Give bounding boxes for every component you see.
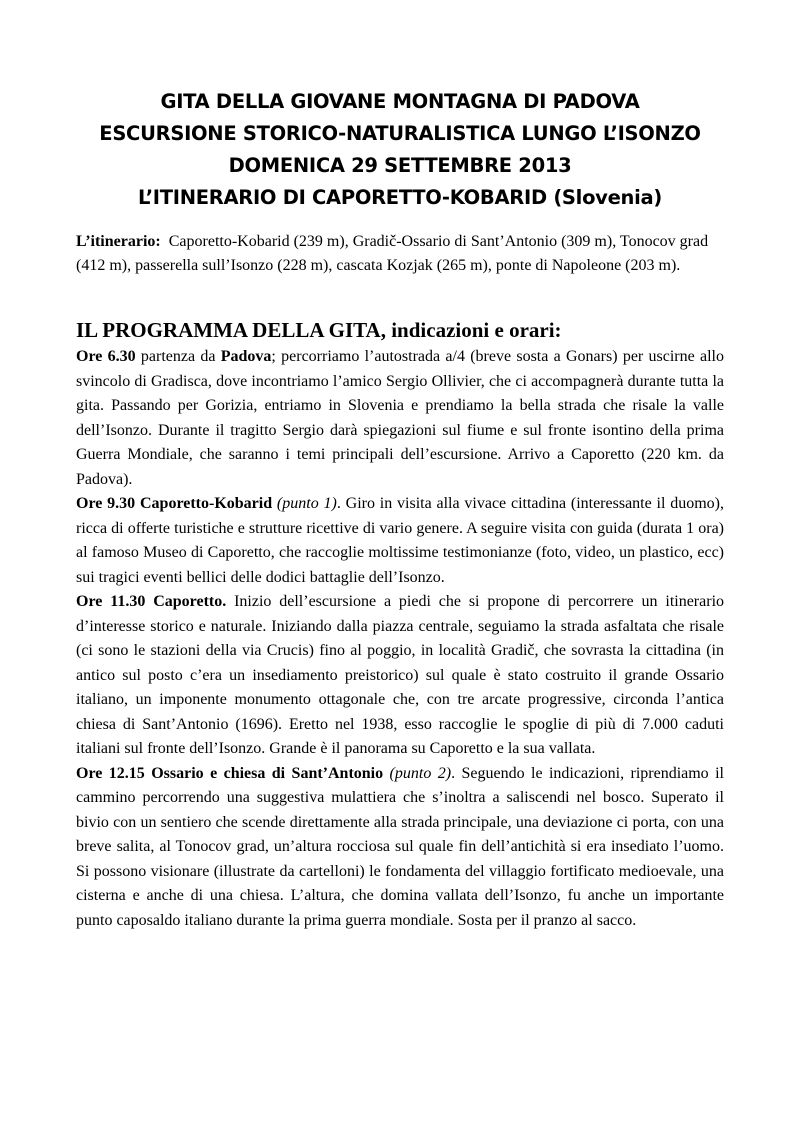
entry-time: Ore 6.30: [76, 348, 136, 365]
program-heading: IL PROGRAMMA DELLA GITA, indicazioni e orari:: [76, 318, 562, 342]
title-line-excursion: ESCURSIONE STORICO-NATURALISTICA LUNGO L’ISONZO: [99, 122, 701, 145]
entry-place: Caporetto-Kobarid: [139, 495, 273, 512]
program-entry-0630: [76, 345, 724, 492]
itinerary-label: L’itinerario:: [76, 233, 161, 250]
entry-place: Padova: [220, 348, 272, 365]
entry-time: Ore 11.30: [76, 593, 146, 610]
entry-point-ref: (punto 2): [383, 764, 452, 782]
program-entry-1130: [76, 590, 724, 762]
entry-time: Ore 12.15: [76, 764, 145, 782]
program-body: [76, 345, 724, 933]
entry-text: ; percorriamo l’autostrada a/4 (breve sosta a Gonars) per uscirne allo svincolo di Gradisca, dove incontriamo l’amico Sergio Ollivier, che ci accompagnerà durante tutta la gita. Passando per Gorizia, entriamo in Slovenia e prendiamo la bella strada che risale la valle dell’Isonzo. Durante il tragitto Sergio darà spiegazioni sul fiume e sul fronte isontino della prima Guerra Mondiale, che saranno i temi principali dell’escursione. Arrivo a Caporetto (220 km. da Padova).: [76, 348, 724, 488]
program-entry-0930: [76, 492, 724, 590]
entry-time: Ore 9.30: [76, 495, 136, 512]
entry-pre: partenza da: [135, 348, 221, 365]
document-title: [60, 86, 740, 214]
itinerary-text: Caporetto-Kobarid (239 m), Gradič-Ossario di Sant’Antonio (309 m), Tonocov grad (412 m), passerella sull’Isonzo (228 m), cascata Kozjak (265 m), ponte di Napoleone (203 m).: [76, 233, 709, 274]
entry-point-ref: (punto 1): [272, 495, 337, 512]
entry-place: Caporetto.: [153, 593, 227, 610]
entry-place: Ossario e chiesa di Sant’Antonio: [151, 764, 384, 782]
title-line-itinerary: L’ITINERARIO DI CAPORETTO-KOBARID (Slovenia): [138, 186, 662, 209]
title-line-club: GITA DELLA GIOVANE MONTAGNA DI PADOVA: [160, 90, 640, 113]
entry-text: . Seguendo le indicazioni, riprendiamo il cammino percorrendo una suggestiva mulattiera che s’inoltra a saliscendi nel bosco. Superato il bivio con un sentiero che scende direttamente alla strada principale, una deviazione ci porta, con una breve salita, al Tonocov grad, un’altura rocciosa sul quale fin dell’antichità si era insediato l’uomo. Si possono visionare (illustrate da cartelloni) le fondamenta del villaggio fortificato medioevale, una cisterna e anche di una chiesa. L’altura, che domina vallata dell’Isonzo, fu anche un importante punto caposaldo italiano durante la prima guerra mondiale. Sosta per il pranzo al sacco.: [76, 764, 724, 929]
entry-text: . Giro in visita alla vivace cittadina (interessante il duomo), ricca di offerte turistiche e strutture ricettive di vario genere. A seguire visita con guida (durata 1 ora) al famoso Museo di Caporetto, che raccoglie moltissime testimonianze (foto, video, un plastico, ecc) sui tragici eventi bellici delle dodici battaglie dell’Isonzo.: [76, 495, 724, 586]
program-entry-1215: [76, 762, 724, 934]
title-line-date: DOMENICA 29 SETTEMBRE 2013: [228, 154, 572, 177]
entry-text: Inizio dell’escursione a piedi che si propone di percorrere un itinerario d’interesse storico e naturale. Iniziando dalla piazza centrale, seguiamo la strada asfaltata che risale (ci sono le stazioni della via Crucis) fino al poggio, in località Gradič, che sovrasta la cittadina (in antico sul posto c’era un insediamento preistorico) sul quale è stato costruito il grande Ossario italiano, un imponente monumento ottagonale che, con tre arcate progressive, circonda l’antica chiesa di Sant’Antonio (1696). Eretto nel 1938, esso raccoglie le spoglie di più di 7.000 caduti italiani sul fronte dell’Isonzo. Grande è il panorama su Caporetto e la sua vallata.: [76, 593, 725, 757]
itinerary-paragraph: [76, 230, 724, 278]
